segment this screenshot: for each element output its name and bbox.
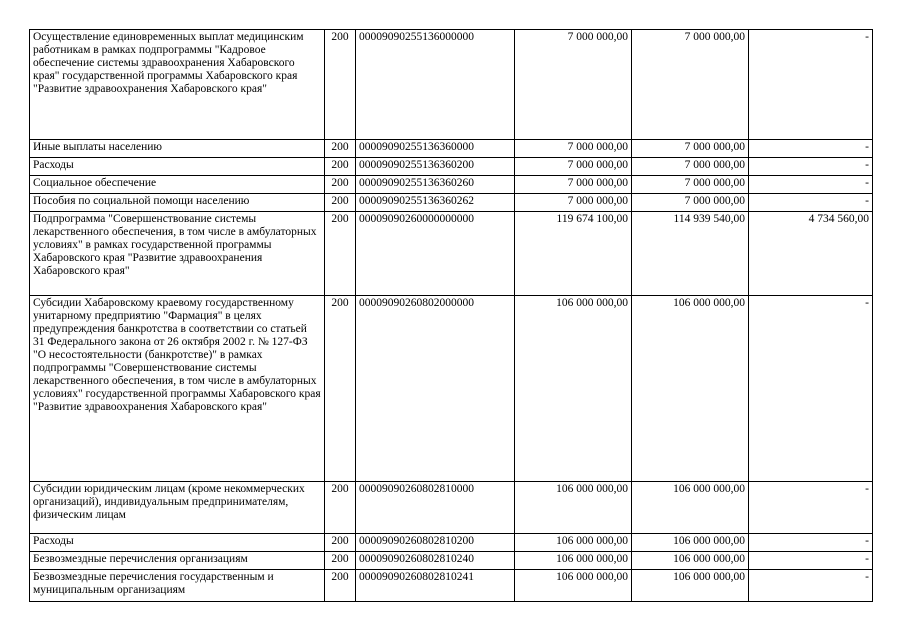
row-approved: 7 000 000,00 [515, 176, 632, 194]
row-unexecuted: - [749, 140, 873, 158]
row-code: 200 [325, 482, 356, 534]
row-kbk: 00009090255136360200 [356, 158, 515, 176]
row-executed: 7 000 000,00 [632, 176, 749, 194]
table-row [30, 482, 873, 534]
row-kbk: 00009090255136000000 [356, 30, 515, 140]
row-executed: 7 000 000,00 [632, 158, 749, 176]
row-approved: 7 000 000,00 [515, 140, 632, 158]
row-executed: 106 000 000,00 [632, 570, 749, 602]
budget-execution-table [29, 29, 873, 602]
row-kbk: 00009090260000000000 [356, 212, 515, 296]
table-row [30, 30, 873, 140]
row-unexecuted: - [749, 30, 873, 140]
row-code: 200 [325, 176, 356, 194]
row-unexecuted: - [749, 194, 873, 212]
row-name: Субсидии Хабаровскому краевому государственному унитарному предприятию "Фармация" в целях предупреждения банкротства в соответствии со статьей 31 Федерального закона от 26 октября 2002 г. № 127-ФЗ "О несостоятельности (банкротстве)" в рамках подпрограммы "Совершенствование системы лекарственного обеспечения, в том числе в амбулаторных условиях" государственной программы Хабаровского края "Развитие здравоохранения Хабаровского края" [30, 296, 325, 482]
row-executed: 114 939 540,00 [632, 212, 749, 296]
table-row [30, 212, 873, 296]
row-name: Безвозмездные перечисления организациям [30, 552, 325, 570]
row-code: 200 [325, 570, 356, 602]
row-kbk: 00009090255136360000 [356, 140, 515, 158]
row-code: 200 [325, 296, 356, 482]
row-kbk: 00009090255136360262 [356, 194, 515, 212]
row-name: Субсидии юридическим лицам (кроме некоммерческих организаций), индивидуальным предпринимателям, физическим лицам [30, 482, 325, 534]
table-row [30, 158, 873, 176]
row-executed: 7 000 000,00 [632, 30, 749, 140]
table-row [30, 534, 873, 552]
row-unexecuted: - [749, 176, 873, 194]
table-row [30, 570, 873, 602]
row-approved: 106 000 000,00 [515, 482, 632, 534]
row-code: 200 [325, 534, 356, 552]
row-unexecuted: 4 734 560,00 [749, 212, 873, 296]
row-code: 200 [325, 140, 356, 158]
row-code: 200 [325, 212, 356, 296]
table-row [30, 176, 873, 194]
row-kbk: 00009090260802810200 [356, 534, 515, 552]
row-approved: 7 000 000,00 [515, 194, 632, 212]
row-name: Осуществление единовременных выплат медицинским работникам в рамках подпрограммы "Кадровое обеспечение системы здравоохранения Хабаровского края" государственной программы Хабаровского края "Развитие здравоохранения Хабаровского края" [30, 30, 325, 140]
row-name: Расходы [30, 534, 325, 552]
row-unexecuted: - [749, 158, 873, 176]
row-name: Социальное обеспечение [30, 176, 325, 194]
table-row [30, 296, 873, 482]
row-approved: 7 000 000,00 [515, 158, 632, 176]
row-code: 200 [325, 552, 356, 570]
row-kbk: 00009090255136360260 [356, 176, 515, 194]
row-code: 200 [325, 194, 356, 212]
row-name: Подпрограмма "Совершенствование системы лекарственного обеспечения, в том числе в амбулаторных условиях" в рамках государственной программы Хабаровского края "Развитие здравоохранения Хабаровского края" [30, 212, 325, 296]
row-approved: 106 000 000,00 [515, 296, 632, 482]
row-executed: 106 000 000,00 [632, 552, 749, 570]
row-approved: 106 000 000,00 [515, 534, 632, 552]
row-unexecuted: - [749, 482, 873, 534]
row-executed: 7 000 000,00 [632, 140, 749, 158]
row-name: Пособия по социальной помощи населению [30, 194, 325, 212]
row-name: Расходы [30, 158, 325, 176]
row-executed: 106 000 000,00 [632, 296, 749, 482]
row-kbk: 00009090260802810000 [356, 482, 515, 534]
row-executed: 106 000 000,00 [632, 482, 749, 534]
table-row [30, 552, 873, 570]
row-kbk: 00009090260802810241 [356, 570, 515, 602]
row-kbk: 00009090260802000000 [356, 296, 515, 482]
row-kbk: 00009090260802810240 [356, 552, 515, 570]
row-code: 200 [325, 158, 356, 176]
row-name: Безвозмездные перечисления государственным и муниципальным организациям [30, 570, 325, 602]
row-name: Иные выплаты населению [30, 140, 325, 158]
row-approved: 119 674 100,00 [515, 212, 632, 296]
table-row [30, 194, 873, 212]
row-approved: 106 000 000,00 [515, 552, 632, 570]
row-approved: 106 000 000,00 [515, 570, 632, 602]
row-executed: 7 000 000,00 [632, 194, 749, 212]
row-code: 200 [325, 30, 356, 140]
row-unexecuted: - [749, 534, 873, 552]
row-unexecuted: - [749, 296, 873, 482]
row-approved: 7 000 000,00 [515, 30, 632, 140]
table-row [30, 140, 873, 158]
row-executed: 106 000 000,00 [632, 534, 749, 552]
row-unexecuted: - [749, 552, 873, 570]
row-unexecuted: - [749, 570, 873, 602]
